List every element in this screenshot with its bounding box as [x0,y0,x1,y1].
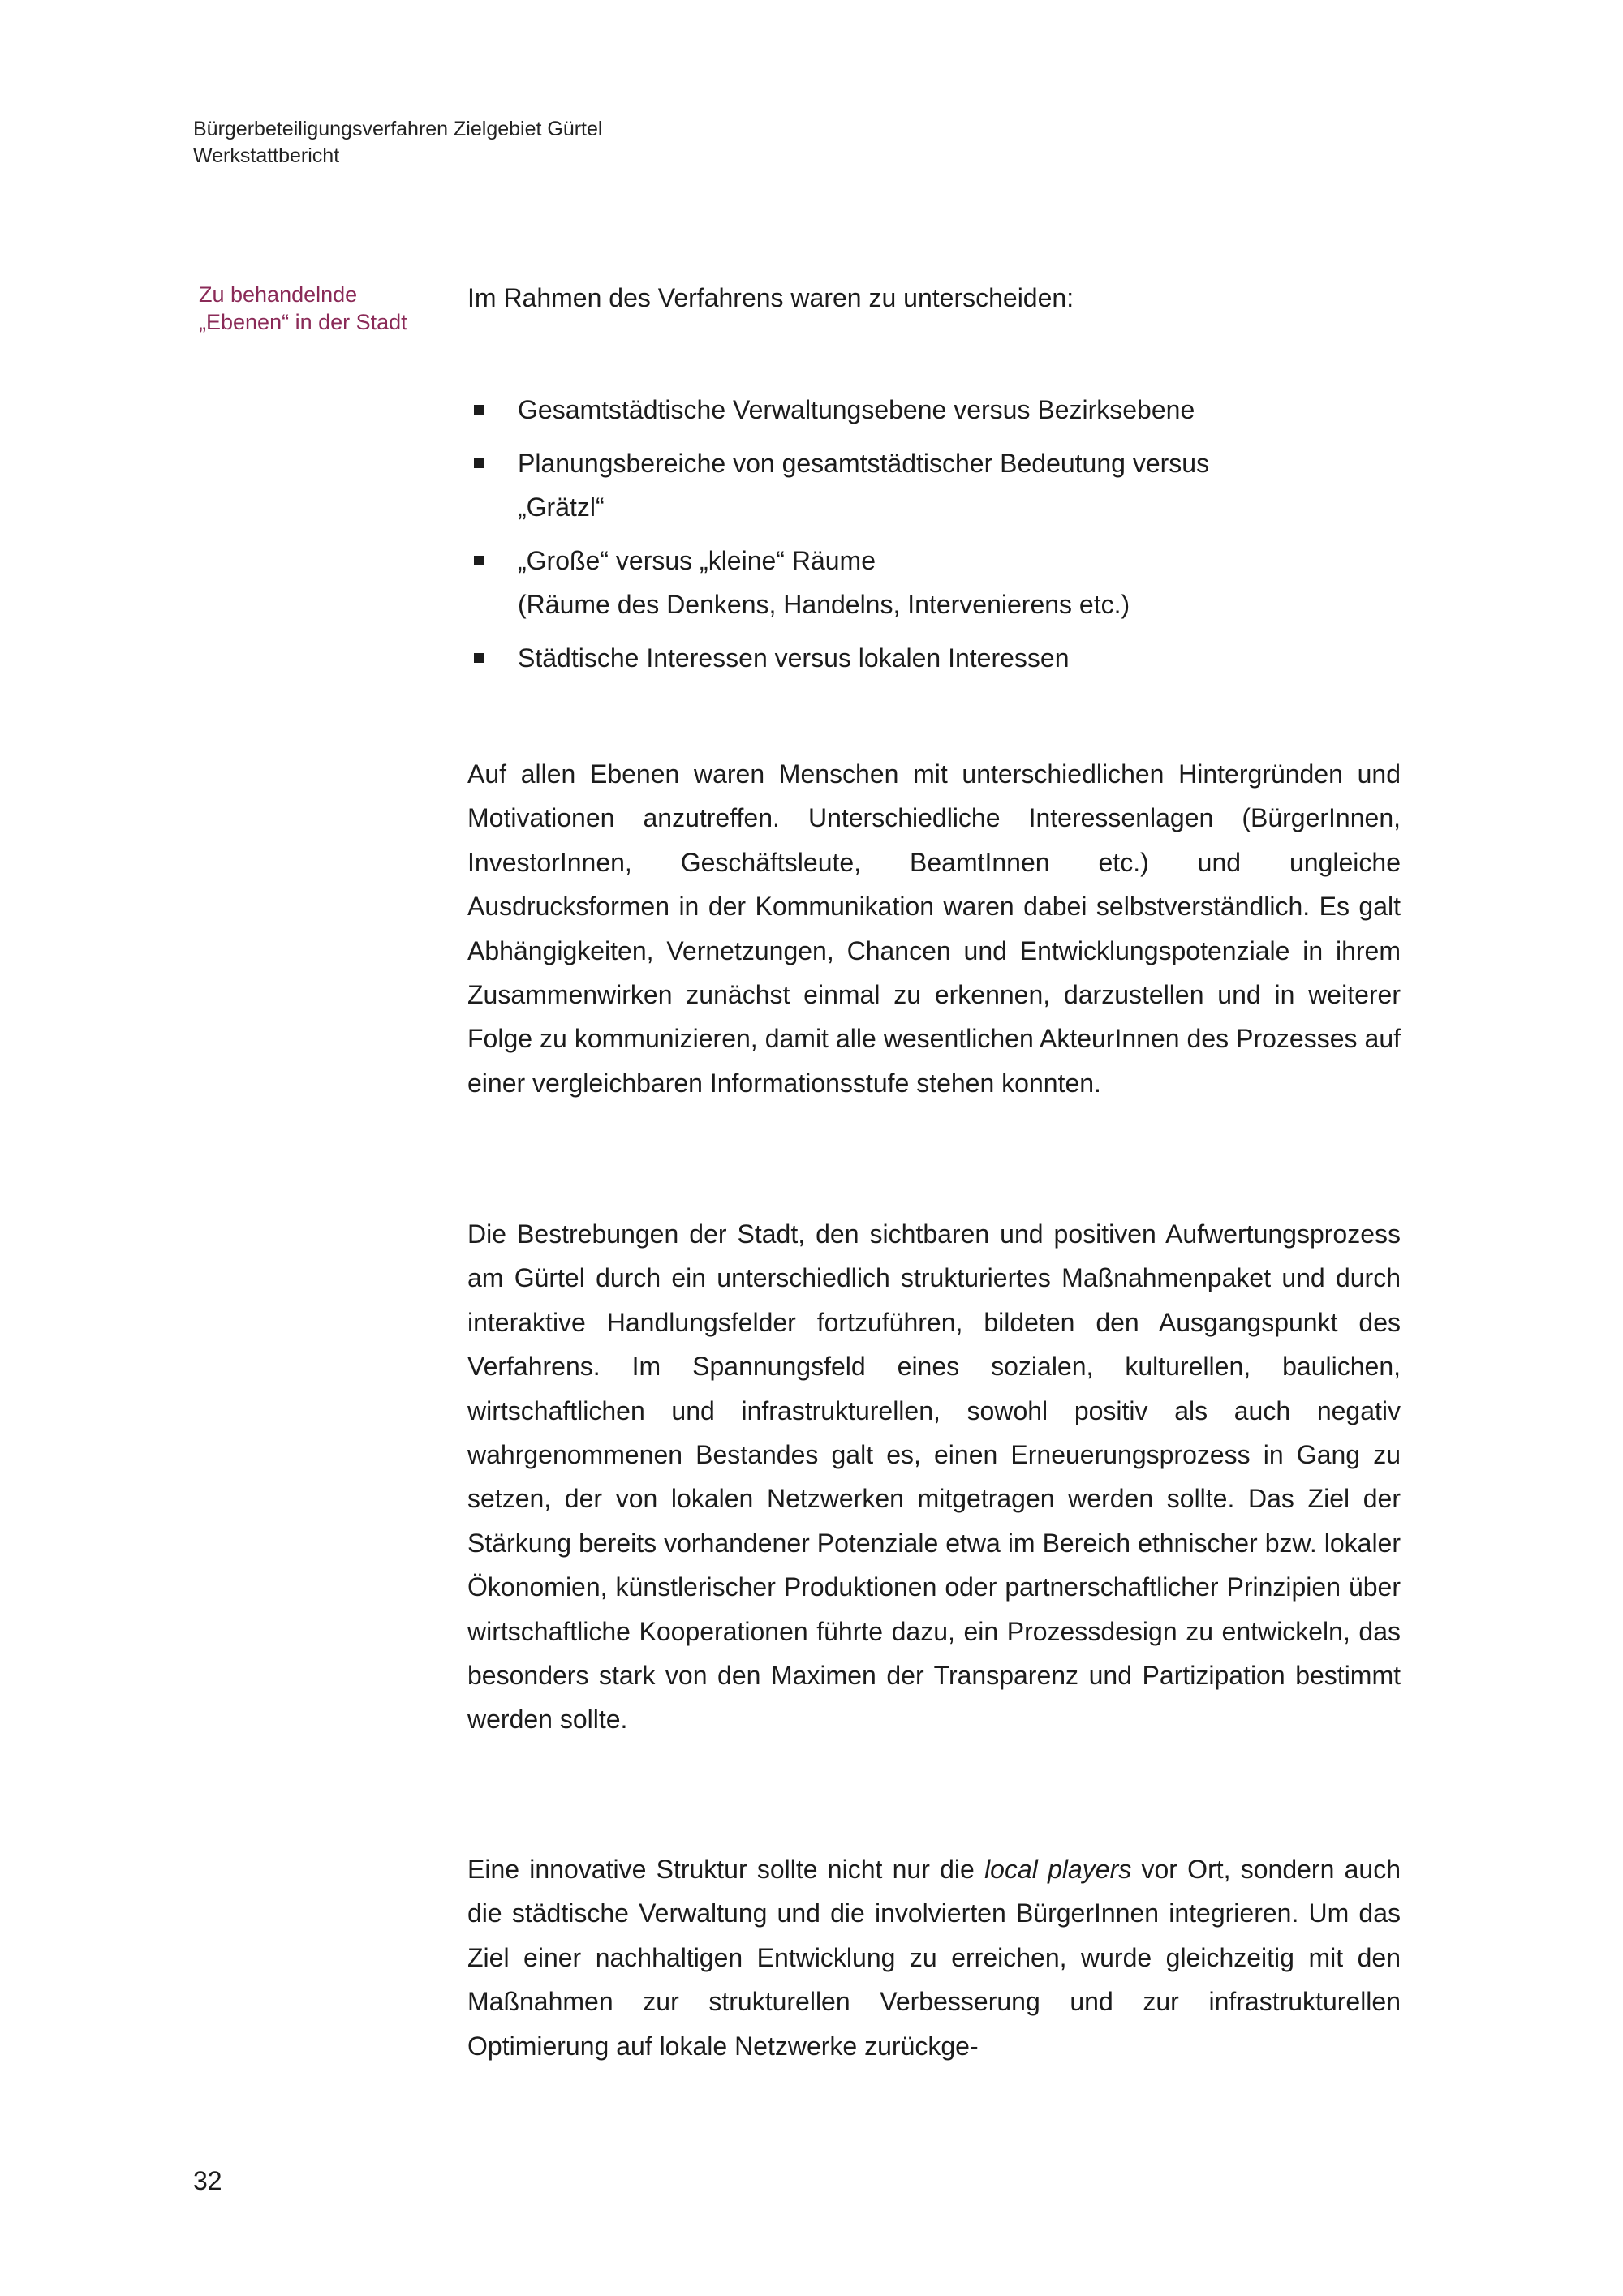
margin-note-line-2: „Ebenen“ in der Stadt [199,310,407,334]
page-number: 32 [193,2166,222,2195]
list-item [467,441,1409,529]
list-item [467,636,1409,680]
running-header [193,116,602,170]
margin-note [199,281,442,336]
list-item-text: Planungsbereiche von gesamtstädtischer Bedeutung versus [518,449,1210,478]
square-bullet-icon [474,458,484,468]
square-bullet-icon [474,405,484,415]
list-item [467,539,1409,626]
margin-note-line-1: Zu behandelnde [199,282,358,307]
square-bullet-icon [474,556,484,565]
list-item [467,388,1409,432]
body-paragraph-2: Die Bestrebungen der Stadt, den sichtbaren und positiven Aufwertungsprozess am Gürtel durch ein unterschiedlich strukturiertes Maßnahmenpaket und durch interaktive Handlungsfelder fortzuführen, bildeten den Ausgangspunkt des Verfahrens. Im Spannungsfeld eines sozialen, kulturellen, baulichen, wirtschaftlichen und infrastrukturellen, sowohl positiv als auch negativ wahrgenommenen Bestandes galt es, einen Erneuerungsprozess in Gang zu setzen, der von lokalen Netzwerken mitgetragen werden sollte. Das Ziel der Stärkung bereits vorhandener Potenziale etwa im Bereich ethnischer bzw. lokaler Ökonomien, künstlerischer Produktionen oder partnerschaftlicher Prinzipien über wirtschaftliche Kooperationen führte dazu, ein Prozessdesign zu entwickeln, das besonders stark von den Maximen der Transparenz und Partizipation bestimmt werden sollte. [467,1219,1401,1735]
list-item-text: „Große“ versus „kleine“ Räume [518,546,876,575]
list-item-text: Gesamtstädtische Verwaltungsebene versus Bezirksebene [518,395,1195,424]
header-subtitle: Werkstattbericht [193,144,340,167]
square-bullet-icon [474,653,484,663]
body-paragraph-3 [467,1847,1401,2068]
body-paragraph-1: Auf allen Ebenen waren Menschen mit unterschiedlichen Hintergründen und Motivationen anzutreffen. Unterschiedliche Interessenlagen (BürgerInnen, InvestorInnen, Geschäftsleute, BeamtInnen etc.) und ungleiche Ausdrucksformen in der Kommunikation waren dabei selbstverständlich. Es galt Abhängigkeiten, Vernetzungen, Chancen und Entwicklungspotenziale in ihrem Zusammenwirken zunächst einmal zu erkennen, darzustellen und in weiterer Folge zu kommunizieren, damit alle wesentlichen AkteurInnen des Prozesses auf einer vergleichbaren Informationsstufe stehen konnten. [467,759,1401,1098]
list-item-text-continued: „Grätzl“ [518,492,605,522]
lead-sentence: Im Rahmen des Verfahrens waren zu unterscheiden: [467,283,1074,312]
paragraph-3-end: vor Ort, sondern auch die städtische Verwaltung und die involvierten BürgerInnen integrieren. Um das Ziel einer nachhaltigen Entwicklung zu erreichen, wurde gleichzeitig mit den Maßnahmen zur strukturellen Verbesserung und zur infrastrukturellen Optimierung auf lokale Netzwerke zurückge- [467,1855,1401,2061]
header-title: Bürgerbeteiligungsverfahren Zielgebiet Gürtel [193,118,603,140]
list-item-text: Städtische Interessen versus lokalen Interessen [518,643,1070,673]
paragraph-3-emphasis: local players [984,1855,1132,1884]
list-item-text-continued: (Räume des Denkens, Handelns, Intervenierens etc.) [518,590,1130,619]
bullet-list [467,388,1409,690]
paragraph-3-start: Eine innovative Struktur sollte nicht nur die [467,1855,975,1884]
